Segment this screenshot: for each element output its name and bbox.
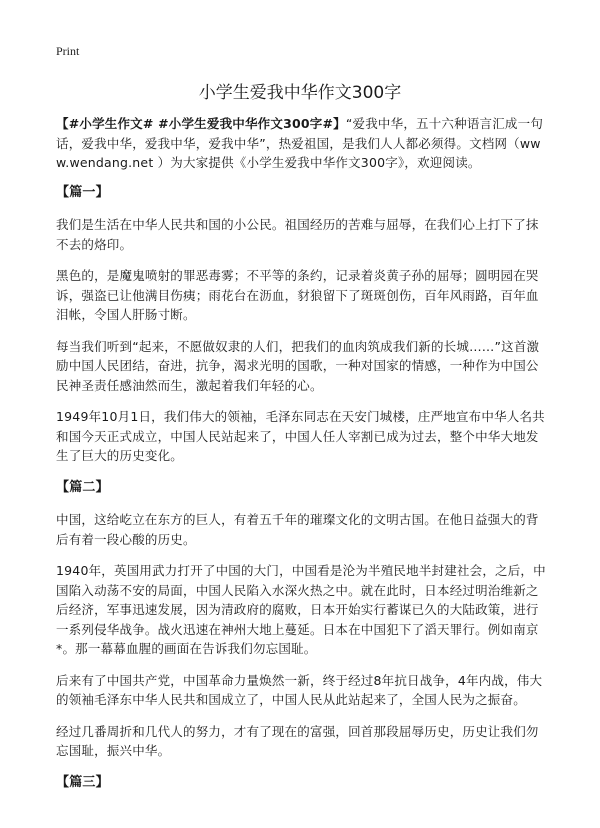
paragraph: 中国，这给屹立在东方的巨人，有着五千年的璀璨文化的文明古国。在他日益强大的背后有着一段心酸的历史。 xyxy=(56,512,539,547)
article-body xyxy=(56,114,550,805)
section-heading-2: 【篇二】 xyxy=(56,479,109,495)
print-link[interactable]: Print xyxy=(56,44,80,58)
page-title: 小学生爱我中华作文300字 xyxy=(198,83,402,103)
paragraph: 经过几番周折和几代人的努力，才有了现在的富强，回首那段屈辱历史，历史让我们勿忘国耻，振兴中华。 xyxy=(56,723,539,758)
paragraph: 黑色的，是魔鬼喷射的罪恶毒雾；不平等的条约，记录着炎黄子孙的屈辱；圆明园在哭诉，强盗已让他满目伤痍；雨花台在沥血，豺狼留下了斑斑创伤，百年风雨路，百年血泪帐，令国人肝肠寸断。 xyxy=(56,268,539,322)
paragraph: 1940年，英国用武力打开了中国的大门，中国看是沦为半殖民地半封建社会，之后，中国陷入动荡不安的局面，中国人民陷入水深火热之中。就在此时，日本经过明治维新之后经济，军事迅速发展，因为清政府的腐败，日本开始实行蓄谋已久的大陆政策，进行一系列侵华战争。战火迅速在神州大地上蔓延。日本在中国犯下了滔天罪行。例如南京*。那一幕幕血腥的画面在告诉我们勿忘国耻。 xyxy=(56,563,546,656)
intro-text: “爱我中华，五十六种语言汇成一句话，爱我中华，爱我中华，爱我中华”，热爱祖国，是我们人人都必须得。文档网（www.wendang.net ）为大家提供《小学生爱我中华作文300字》，欢迎阅读。 xyxy=(56,116,544,170)
intro-tag: 【#小学生作文# #小学生爱我中华作文300字#】 xyxy=(56,116,346,131)
paragraph: 每当我们听到“起来，不愿做奴隶的人们，把我们的血肉筑成我们新的长城……”这首激励中国人民团结，奋进，抗争，渴求光明的国歌，一种对国家的情感，一种作为中国公民神圣责任感油然而生，激起着我们年轻的心。 xyxy=(56,338,540,393)
intro-paragraph xyxy=(56,114,550,173)
paragraph: 我们是生活在中华人民共和国的小公民。祖国经历的苦难与屈辱，在我们心上打下了抹不去的烙印。 xyxy=(56,217,539,252)
paragraph: 后来有了中国共产党，中国革命力量焕然一新，终于经过8年抗日战争，4年内战，伟大的领袖毛泽东中华人民共和国成立了，中国人民从此站起来了，全国人民为之振奋。 xyxy=(56,672,543,707)
section-heading-3: 【篇三】 xyxy=(56,774,109,790)
section-heading-1: 【篇一】 xyxy=(56,184,109,200)
paragraph: 1949年10月1日，我们伟大的领袖，毛泽东同志在天安门城楼，庄严地宣布中华人名共和国今天正式成立，中国人民站起来了，中国人任人宰割已成为过去，整个中华大地发生了巨大的历史变化。 xyxy=(56,409,545,463)
